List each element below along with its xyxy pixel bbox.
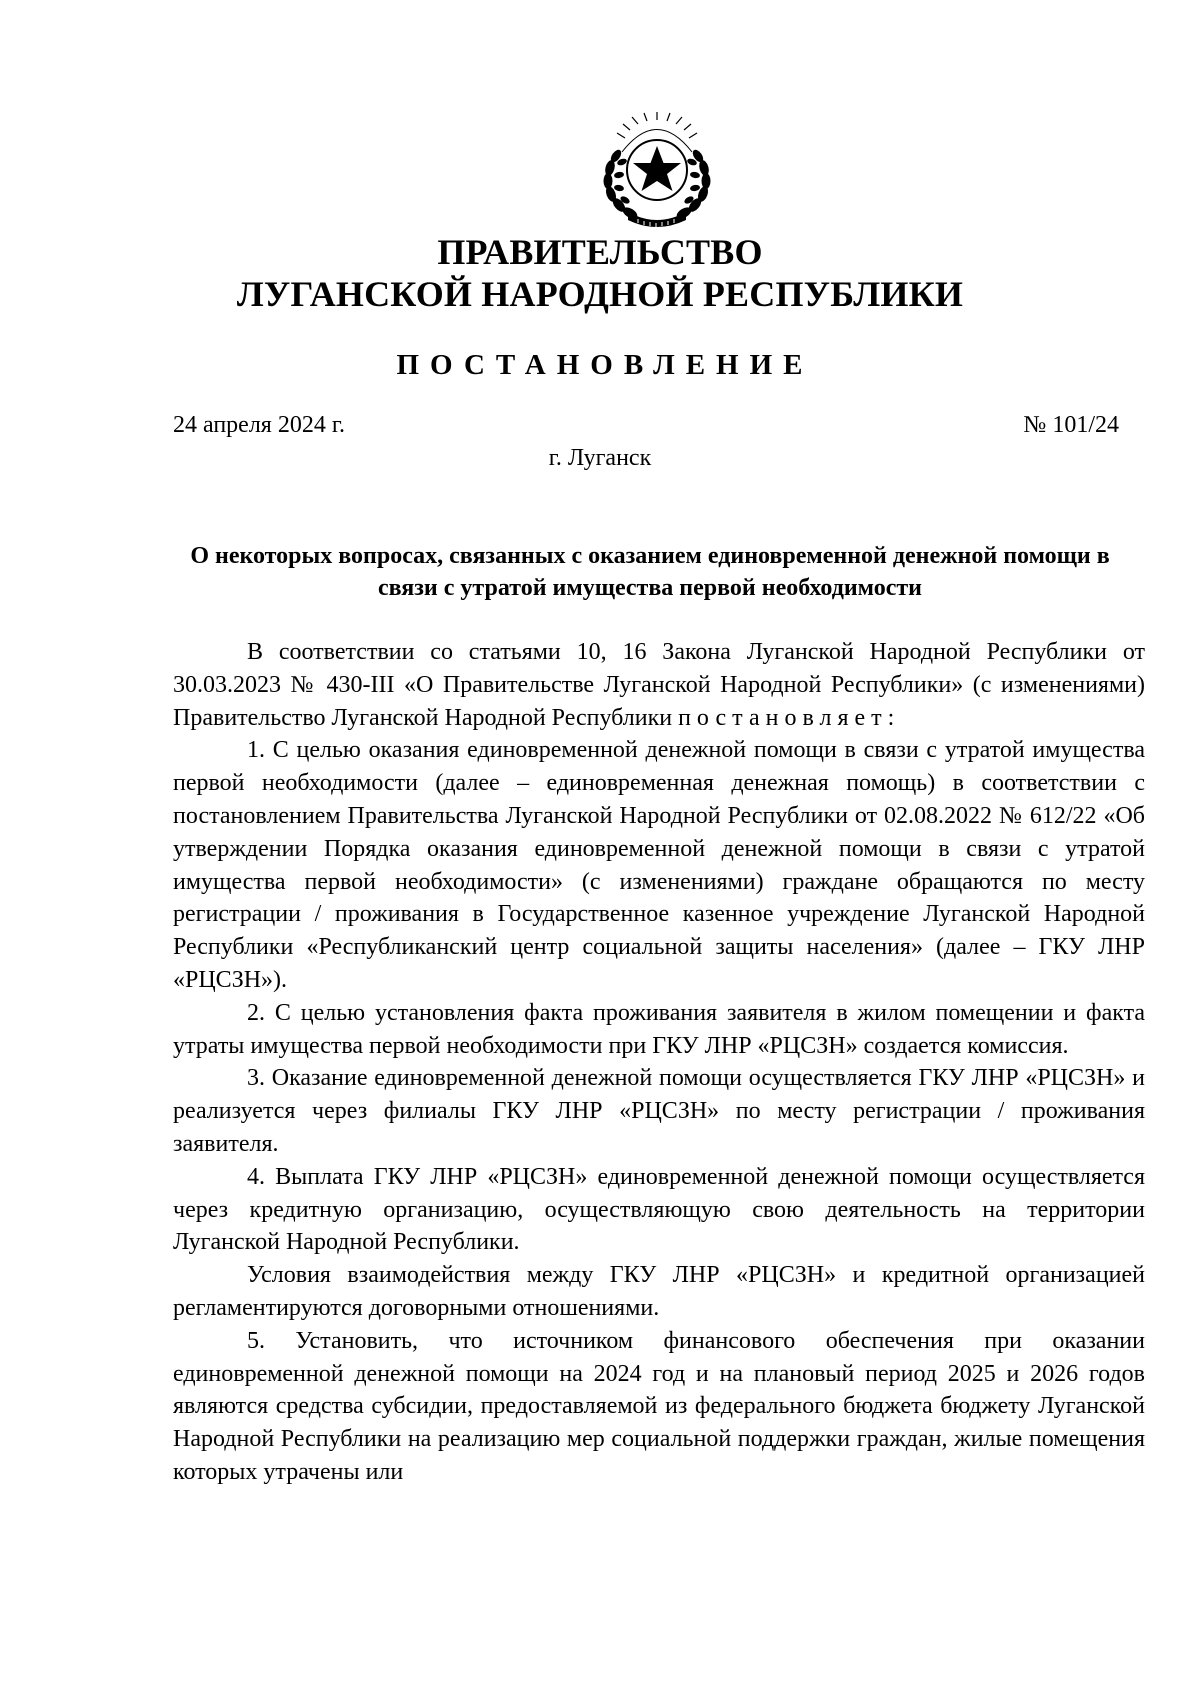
item-paragraph: 3. Оказание единовременной денежной помощи осуществляется ГКУ ЛНР «РЦСЗН» и реализуется через филиалы ГКУ ЛНР «РЦСЗН» по месту регистрации / проживания заявителя. xyxy=(173,1065,1145,1157)
preamble-text: В соответствии со статьями 10, 16 Закона Луганской Народной Республики от 30.03.2023 № 430-III «О Правительстве Луганской Народной Республики» (с изменениями) Правительство Луганской Народной Республики xyxy=(173,639,1145,731)
coat-of-arms-icon xyxy=(592,112,722,232)
document-subject: О некоторых вопросах, связанных с оказанием единовременной денежной помощи в связи с утратой имущества первой необходимости xyxy=(190,543,1110,601)
government-title-line1: ПРАВИТЕЛЬСТВО xyxy=(437,232,763,272)
document-city: г. Луганск xyxy=(548,445,652,471)
item-paragraph: 2. С целью установления факта проживания заявителя в жилом помещении и факта утраты имущества первой необходимости при ГКУ ЛНР «РЦСЗН» создается комиссия. xyxy=(173,999,1145,1059)
item-paragraph: 1. С целью оказания единовременной денежной помощи в связи с утратой имущества первой необходимости (далее – единовременная денежная помощь) в соответствии с постановлением Правительства Луганской Народной Республики от 02.08.2022 № 612/22 «Об утверждении Порядка оказания единовременной денежной помощи в связи с утратой имущества первой необходимости» (с изменениями) граждане обращаются по месту регистрации / проживания в Государственное казенное учреждение Луганской Народной Республики «Республиканский центр социальной защиты населения» (далее – ГКУ ЛНР «РЦСЗН»). xyxy=(173,737,1145,993)
decree-word: постановляет: xyxy=(678,704,901,731)
document-number: № 101/24 xyxy=(1023,412,1119,438)
item-paragraph: Условия взаимодействия между ГКУ ЛНР «РЦСЗН» и кредитной организацией регламентируются договорными отношениями. xyxy=(173,1262,1145,1321)
preamble-paragraph xyxy=(173,636,1145,734)
document-body xyxy=(173,636,1145,1489)
item-paragraph: 5. Установить, что источником финансового обеспечения при оказании единовременной денежной помощи на 2024 год и на плановый период 2025 и 2026 годов являются средства субсидии, предоставляемой из федерального бюджета бюджету Луганской Народной Республики на реализацию мер социальной поддержки граждан, жилые помещения которых утрачены или xyxy=(173,1327,1145,1485)
document-type: ПОСТАНОВЛЕНИЕ xyxy=(396,349,814,381)
document-date: 24 апреля 2024 г. xyxy=(173,412,345,438)
item-paragraph: 4. Выплата ГКУ ЛНР «РЦСЗН» единовременной денежной помощи осуществляется через кредитную организацию, осуществляющую свою деятельность на территории Луганской Народной Республики. xyxy=(173,1163,1145,1256)
government-title-line2: ЛУГАНСКОЙ НАРОДНОЙ РЕСПУБЛИКИ xyxy=(236,274,964,314)
